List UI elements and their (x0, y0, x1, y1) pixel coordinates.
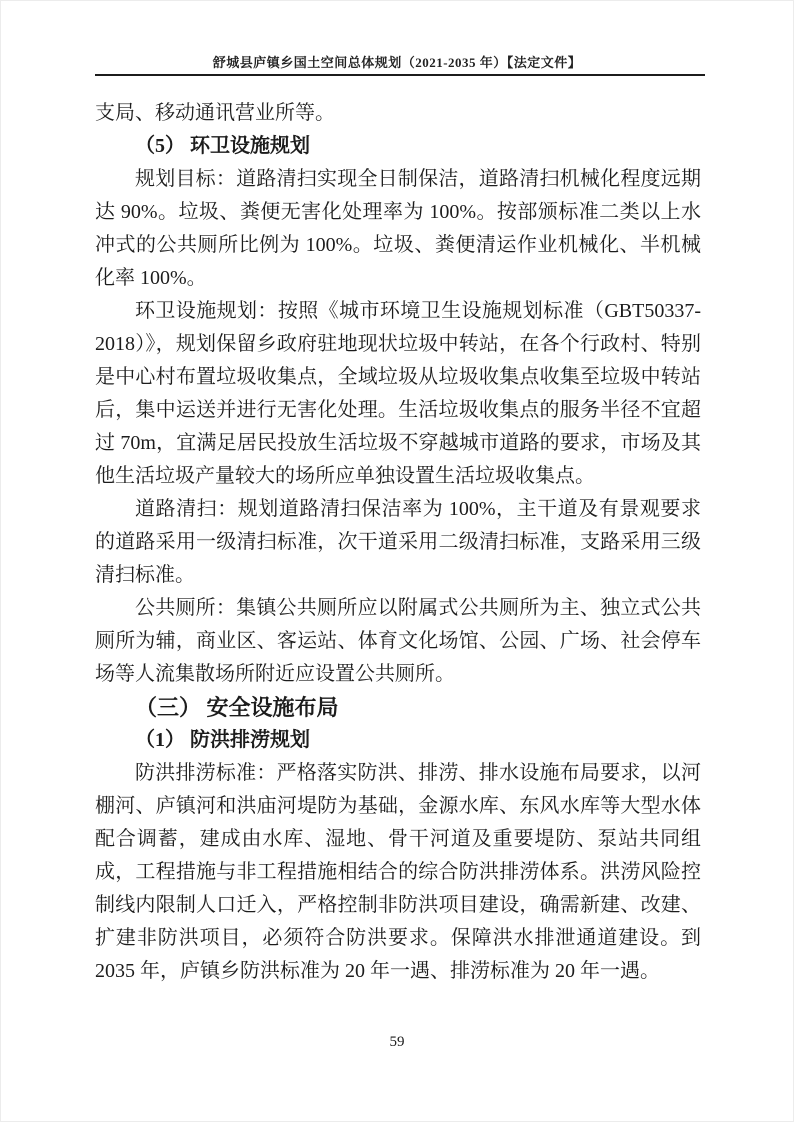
section-heading-safety-facilities: （三） 安全设施布局 (135, 695, 339, 720)
subsection-heading-flood-control: （1） 防洪排涝规划 (135, 729, 310, 751)
header-divider (95, 74, 705, 76)
paragraph: 公共厕所：集镇公共厕所应以附属式公共厕所为主、独立式公共厕所为辅，商业区、客运站、体育文化场馆、公园、广场、社会停车场等人流集散场所附近应设置公共厕所。 (95, 597, 701, 685)
paragraph: 规划目标：道路清扫实现全日制保洁，道路清扫机械化程度远期达 90%。垃圾、粪便无害化处理率为 100%。按部颁标准二类以上水冲式的公共厕所比例为 100%。垃圾、粪便清运作业机械化、半机械化率 100%。 (95, 168, 701, 289)
paragraph: 环卫设施规划：按照《城市环境卫生设施规划标准（GBT50337-2018）》，规划保留乡政府驻地现状垃圾中转站，在各个行政村、特别是中心村布置垃圾收集点，全域垃圾从垃圾收集点收集至垃圾中转站后，集中运送并进行无害化处理。生活垃圾收集点的服务半径不宜超过 70m，宜满足居民投放生活垃圾不穿越城市道路的要求，市场及其他生活垃圾产量较大的场所应单独设置生活垃圾收集点。 (95, 300, 701, 487)
paragraph: 防洪排涝标准：严格落实防洪、排涝、排水设施布局要求，以河棚河、庐镇河和洪庙河堤防为基础，金源水库、东风水库等大型水体配合调蓄，建成由水库、湿地、骨干河道及重要堤防、泵站共同组成，工程措施与非工程措施相结合的综合防洪排涝体系。洪涝风险控制线内限制人口迁入，严格控制非防洪项目建设，确需新建、改建、扩建非防洪项目，必须符合防洪要求。保障洪水排泄通道建设。到 2035 年，庐镇乡防洪标准为 20 年一遇、排涝标准为 20 年一遇。 (95, 762, 701, 982)
page-content (95, 97, 701, 988)
header-title: 舒城县庐镇乡国土空间总体规划（2021-2035 年）【法定文件】 (212, 55, 582, 70)
paragraph-continuation: 支局、移动通讯营业所等。 (95, 102, 335, 124)
subsection-heading-sanitation: （5） 环卫设施规划 (135, 135, 310, 157)
paragraph: 道路清扫：规划道路清扫保洁率为 100%，主干道及有景观要求的道路采用一级清扫标准，次干道采用二级清扫标准，支路采用三级清扫标准。 (95, 498, 701, 586)
page-number: 59 (389, 1034, 405, 1050)
